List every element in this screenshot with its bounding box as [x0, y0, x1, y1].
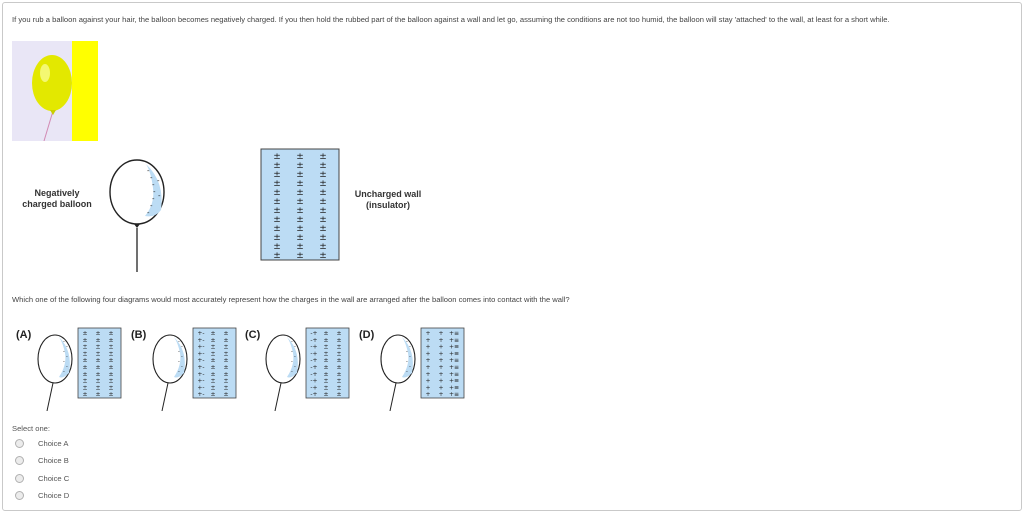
option-b-diagram — [148, 327, 238, 411]
mini-charge-mark: + — [438, 350, 444, 358]
svg-text:-: - — [152, 195, 155, 203]
option-a-letter: (A) — [16, 329, 32, 341]
svg-text:-: - — [158, 192, 161, 200]
choice-b-label: Choice B — [38, 455, 69, 465]
balloon-charge-mark: - — [178, 349, 180, 355]
wall-charge-mark: ± — [319, 215, 327, 225]
mini-charge-mark: ± — [95, 370, 101, 378]
choice-a-label: Choice A — [38, 438, 69, 448]
mini-charge-mark: ± — [323, 343, 329, 351]
mini-charge-mark: ± — [223, 370, 229, 378]
mini-charge-mark: ± — [223, 384, 229, 392]
mini-charge-mark: ± — [95, 357, 101, 365]
mini-charge-mark: ± — [95, 336, 101, 344]
wall-charge-mark: ± — [296, 161, 304, 171]
mini-charge-mark: -+ — [310, 350, 318, 358]
mini-charge-mark: -+ — [310, 343, 318, 351]
wall-charge-mark: ± — [319, 233, 327, 243]
mini-charge-mark: +- — [197, 357, 205, 365]
balloon-charge-mark: - — [406, 339, 408, 345]
mini-charge-mark: ± — [323, 377, 329, 385]
mini-charge-mark: ± — [336, 384, 342, 392]
mini-charge-mark: ± — [210, 377, 216, 385]
mini-charge-mark: + — [425, 350, 431, 358]
wall-charge-mark: ± — [273, 197, 281, 207]
mini-charge-mark: + — [438, 364, 444, 371]
balloon-charge-mark: - — [294, 354, 296, 360]
mini-charge-mark: + — [438, 370, 444, 378]
wall-charge-mark: ± — [319, 206, 327, 216]
balloon-charge-mark: - — [291, 349, 293, 355]
mini-charge-mark: ± — [210, 336, 216, 344]
mini-charge-mark: -+ — [310, 330, 318, 337]
mini-charge-mark: ± — [95, 330, 101, 337]
mini-charge-mark: ± — [108, 336, 114, 344]
wall-charge-mark: ± — [296, 242, 304, 252]
wall-charge-mark: ± — [296, 251, 304, 261]
wall-charge-mark: ± — [319, 152, 327, 162]
balloon-charge-mark: - — [66, 354, 68, 360]
balloon-label — [9, 188, 105, 210]
mini-charge-mark: +- — [197, 336, 205, 344]
mini-charge-mark: +≡ — [448, 350, 460, 358]
mini-charge-mark: +- — [197, 384, 205, 392]
balloon-charge-mark: - — [63, 339, 65, 345]
select-one-label: Select one: — [12, 424, 50, 433]
mini-charge-mark: +- — [197, 391, 205, 399]
mini-charge-mark: ± — [95, 384, 101, 392]
question-card — [2, 2, 1022, 511]
mini-charge-mark: -+ — [310, 336, 318, 344]
mini-charge-mark: ± — [210, 330, 216, 337]
question-prompt: Which one of the following four diagrams would most accurately represent how the charges in the wall are arranged after the balloon comes into contact with the wall? — [12, 295, 570, 304]
balloon-charge-mark: - — [294, 344, 296, 350]
choice-d[interactable] — [15, 489, 69, 501]
question-text: If you rub a balloon against your hair, the balloon becomes negatively charged. If you then hold the rubbed part of the balloon against a wall and let go, assuming the conditions are not too humid, the balloon will stay 'attached' to the wall, at least for a short while. — [12, 15, 890, 24]
mini-charge-mark: ± — [108, 357, 114, 365]
balloon-charge-mark: - — [181, 344, 183, 350]
mini-charge-mark: -+ — [310, 384, 318, 392]
balloon-charge-mark: - — [181, 354, 183, 360]
mini-charge-mark: ± — [336, 330, 342, 337]
wall-charge-mark: ± — [273, 251, 281, 261]
balloon-charge-mark: - — [294, 364, 296, 370]
balloon-charge-mark: - — [291, 339, 293, 345]
mini-charge-mark: ± — [82, 350, 88, 358]
mini-charge-mark: +- — [197, 330, 205, 337]
main-balloon-diagram — [103, 158, 173, 273]
mini-charge-mark: ± — [223, 357, 229, 365]
mini-charge-mark: ± — [82, 391, 88, 399]
mini-charge-mark: -+ — [310, 377, 318, 385]
svg-text:-: - — [157, 177, 160, 185]
main-wall-diagram — [260, 148, 340, 261]
mini-charge-mark: ± — [210, 343, 216, 351]
wall-charge-mark: ± — [319, 188, 327, 198]
mini-charge-mark: ± — [82, 384, 88, 392]
mini-charge-mark: ± — [223, 377, 229, 385]
wall-charge-mark: ± — [273, 242, 281, 252]
mini-charge-mark: +≡ — [448, 343, 460, 351]
mini-charge-mark: +- — [197, 343, 205, 351]
mini-charge-mark: ± — [336, 343, 342, 351]
balloon-charge-mark: - — [406, 369, 408, 375]
balloon-charge-mark: - — [291, 359, 293, 365]
wall-charge-mark: ± — [273, 206, 281, 216]
balloon-charge-mark: - — [409, 354, 411, 360]
mini-charge-mark: +≡ — [448, 336, 460, 344]
balloon-charge-mark: - — [406, 359, 408, 365]
choice-d-label: Choice D — [38, 490, 70, 500]
balloon-charge-mark: - — [409, 344, 411, 350]
mini-charge-mark: + — [425, 336, 431, 344]
mini-charge-mark: ± — [323, 350, 329, 358]
wall-charge-mark: ± — [273, 152, 281, 162]
mini-charge-mark: ± — [82, 377, 88, 385]
mini-charge-mark: +≡ — [448, 377, 460, 385]
balloon-charge-mark: - — [63, 349, 65, 355]
wall-charge-mark: ± — [319, 242, 327, 252]
wall-charge-mark: ± — [319, 179, 327, 189]
mini-charge-mark: ± — [336, 336, 342, 344]
mini-charge-mark: ± — [108, 343, 114, 351]
mini-charge-mark: ± — [323, 336, 329, 344]
mini-charge-mark: ± — [323, 384, 329, 392]
balloon-charge-mark: - — [406, 349, 408, 355]
wall-charge-mark: ± — [273, 179, 281, 189]
balloon-label-line2: charged balloon — [22, 199, 92, 209]
option-c-letter: (C) — [245, 329, 261, 341]
wall-charge-mark: ± — [319, 170, 327, 180]
mini-charge-mark: ± — [210, 384, 216, 392]
wall-charge-mark: ± — [273, 224, 281, 234]
wall-charge-mark: ± — [273, 161, 281, 171]
balloon-charge-mark: - — [63, 369, 65, 375]
mini-charge-mark: ± — [108, 370, 114, 378]
choice-b-radio[interactable] — [15, 456, 24, 465]
mini-charge-mark: ± — [108, 364, 114, 371]
mini-charge-mark: ± — [323, 364, 329, 371]
mini-charge-mark: ± — [223, 343, 229, 351]
mini-charge-mark: ± — [108, 377, 114, 385]
wall-charge-mark: ± — [319, 197, 327, 207]
svg-text:-: - — [150, 202, 153, 210]
svg-text:-: - — [152, 181, 155, 189]
mini-charge-mark: ± — [323, 391, 329, 399]
mini-charge-mark: ± — [108, 384, 114, 392]
wall-label — [343, 189, 433, 211]
option-d-letter: (D) — [359, 329, 375, 341]
mini-charge-mark: ± — [223, 350, 229, 358]
mini-charge-mark: + — [438, 343, 444, 351]
mini-charge-mark: + — [425, 370, 431, 378]
wall-charge-mark: ± — [296, 206, 304, 216]
wall-charge-mark: ± — [296, 170, 304, 180]
mini-charge-mark: + — [425, 357, 431, 365]
svg-text:-: - — [147, 167, 150, 175]
mini-charge-mark: ± — [95, 350, 101, 358]
mini-charge-mark: -+ — [310, 357, 318, 365]
mini-charge-mark: ± — [95, 364, 101, 371]
choice-a[interactable] — [15, 437, 68, 449]
mini-charge-mark: + — [425, 364, 431, 371]
choice-a-radio[interactable] — [15, 439, 24, 448]
mini-charge-mark: + — [438, 377, 444, 385]
svg-text:-: - — [147, 209, 150, 217]
mini-charge-mark: + — [438, 330, 444, 337]
wall-charge-mark: ± — [296, 152, 304, 162]
wall-charge-mark: ± — [296, 215, 304, 225]
balloon-photo — [12, 41, 98, 141]
svg-text:-: - — [150, 174, 153, 182]
balloon-charge-mark: - — [178, 359, 180, 365]
mini-charge-mark: ± — [336, 350, 342, 358]
mini-charge-mark: +≡ — [448, 364, 460, 371]
mini-charge-mark: +≡ — [448, 370, 460, 378]
mini-charge-mark: ± — [210, 350, 216, 358]
wall-charge-mark: ± — [319, 251, 327, 261]
mini-charge-mark: ± — [336, 391, 342, 399]
mini-charge-mark: +- — [197, 350, 205, 358]
mini-charge-mark: ± — [82, 343, 88, 351]
mini-charge-mark: +- — [197, 364, 205, 371]
mini-charge-mark: +- — [197, 377, 205, 385]
mini-charge-mark: ± — [210, 391, 216, 399]
mini-charge-mark: -+ — [310, 364, 318, 371]
mini-charge-mark: ± — [336, 377, 342, 385]
mini-charge-mark: ± — [336, 364, 342, 371]
wall-charge-mark: ± — [273, 170, 281, 180]
mini-charge-mark: ± — [82, 336, 88, 344]
mini-charge-mark: ± — [82, 330, 88, 337]
option-b-letter: (B) — [131, 329, 147, 341]
mini-charge-mark: ± — [223, 330, 229, 337]
option-c-diagram — [261, 327, 351, 411]
mini-charge-mark: + — [425, 391, 431, 399]
mini-charge-mark: ± — [336, 357, 342, 365]
mini-charge-mark: ± — [223, 364, 229, 371]
balloon-charge-mark: - — [291, 369, 293, 375]
mini-charge-mark: -+ — [310, 370, 318, 378]
mini-charge-mark: +≡ — [448, 391, 460, 399]
mini-charge-mark: ± — [323, 330, 329, 337]
choice-b[interactable] — [15, 454, 69, 466]
mini-charge-mark: ± — [323, 370, 329, 378]
balloon-charge-mark: - — [178, 369, 180, 375]
mini-charge-mark: ± — [223, 336, 229, 344]
mini-charge-mark: ± — [223, 391, 229, 399]
mini-charge-mark: ± — [336, 370, 342, 378]
mini-charge-mark: +≡ — [448, 330, 460, 337]
mini-charge-mark: ± — [210, 370, 216, 378]
wall-charge-mark: ± — [296, 197, 304, 207]
mini-charge-mark: + — [425, 384, 431, 392]
mini-charge-mark: ± — [95, 391, 101, 399]
mini-charge-mark: + — [425, 343, 431, 351]
choice-c[interactable] — [15, 472, 69, 484]
balloon-charge-mark: - — [409, 364, 411, 370]
choice-d-radio[interactable] — [15, 491, 24, 500]
wall-charge-mark: ± — [273, 233, 281, 243]
mini-charge-mark: +≡ — [448, 384, 460, 392]
mini-charge-mark: +≡ — [448, 357, 460, 365]
option-d-diagram — [376, 327, 466, 411]
mini-charge-mark: + — [438, 336, 444, 344]
mini-charge-mark: ± — [108, 350, 114, 358]
mini-charge-mark: ± — [323, 357, 329, 365]
mini-charge-mark: ± — [210, 357, 216, 365]
choice-c-label: Choice C — [38, 473, 70, 483]
balloon-charge-mark: - — [63, 359, 65, 365]
balloon-charge-mark: - — [66, 364, 68, 370]
svg-text:-: - — [153, 188, 156, 196]
wall-charge-mark: ± — [296, 179, 304, 189]
mini-charge-mark: ± — [82, 370, 88, 378]
wall-charge-mark: ± — [319, 224, 327, 234]
mini-charge-mark: ± — [95, 343, 101, 351]
mini-charge-mark: ± — [108, 330, 114, 337]
wall-charge-mark: ± — [296, 188, 304, 198]
wall-charge-mark: ± — [296, 224, 304, 234]
balloon-charge-mark: - — [66, 344, 68, 350]
option-a-diagram — [33, 327, 123, 411]
balloon-charge-mark: - — [181, 364, 183, 370]
mini-charge-mark: ± — [108, 391, 114, 399]
mini-charge-mark: + — [438, 391, 444, 399]
mini-charge-mark: ± — [82, 364, 88, 371]
mini-charge-mark: + — [438, 384, 444, 392]
balloon-label-line1: Negatively — [34, 188, 80, 198]
mini-charge-mark: ± — [82, 357, 88, 365]
mini-charge-mark: + — [438, 357, 444, 365]
wall-charge-mark: ± — [296, 233, 304, 243]
mini-charge-mark: +- — [197, 370, 205, 378]
mini-charge-mark: ± — [95, 377, 101, 385]
wall-charge-mark: ± — [319, 161, 327, 171]
wall-label-line2: (insulator) — [366, 200, 410, 210]
mini-charge-mark: -+ — [310, 391, 318, 399]
mini-charge-mark: + — [425, 330, 431, 337]
wall-charge-mark: ± — [273, 215, 281, 225]
wall-label-line1: Uncharged wall — [354, 189, 422, 199]
wall-charge-mark: ± — [273, 188, 281, 198]
mini-charge-mark: + — [425, 377, 431, 385]
choice-c-radio[interactable] — [15, 474, 24, 483]
balloon-charge-mark: - — [178, 339, 180, 345]
mini-charge-mark: ± — [210, 364, 216, 371]
